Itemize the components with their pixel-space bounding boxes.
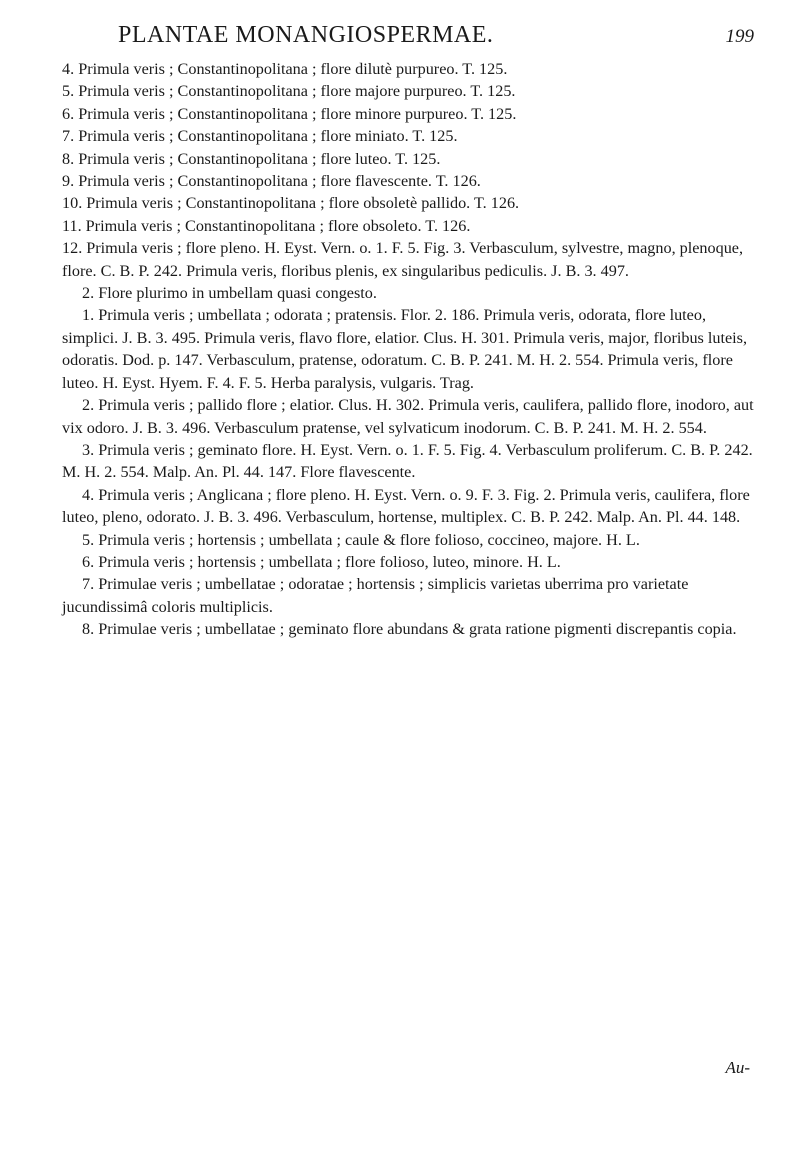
entry-5: 5. Primula veris ; Constantinopolitana ; flore majore purpureo. T. 125.: [62, 82, 516, 101]
entry-7: 7. Primula veris ; Constantinopolitana ; flore miniato. T. 125.: [62, 127, 458, 146]
entry-9: 9. Primula veris ; Constantinopolitana ; flore flavescente. T. 126.: [62, 172, 481, 191]
entry-umbellata-3: 3. Primula veris ; geminato flore. H. Eyst. Vern. o. 1. F. 5. Fig. 4. Verbasculum proliferum. C. B. P. 242. M. H. 2. 554. Malp. An. Pl. 44. 147. Flore flavescente.: [62, 440, 753, 482]
entry-umbellata-8: 8. Primulae veris ; umbellatae ; geminato flore abundans & grata ratione pigmenti discrepantis copia.: [82, 620, 737, 639]
entry-umbellata-2: 2. Primula veris ; pallido flore ; elatior. Clus. H. 302. Primula veris, caulifera, pallido flore, inodoro, aut vix odoro. J. B. 3. 496. Verbasculum pratense, vel sylvaticum inodorum. C. B. P. 241. M. H. 2. 554.: [62, 396, 754, 437]
entry-umbellata-7: 7. Primulae veris ; umbellatae ; odoratae ; hortensis ; simplicis varietas uberrima pro varietate jucundissimâ coloris multiplicis.: [62, 575, 689, 616]
entry-umbellata-4: 4. Primula veris ; Anglicana ; flore pleno. H. Eyst. Vern. o. 9. F. 3. Fig. 2. Primula veris, caulifera, flore luteo, pleno, odorato. J. B. 3. 496. Verbasculum, hortense, multiplex. C. B. P. 242. Malp. An. Pl. 44. 148.: [62, 485, 750, 527]
page-number: 199: [725, 26, 754, 47]
entry-8: 8. Primula veris ; Constantinopolitana ; flore luteo. T. 125.: [62, 149, 441, 168]
entry-6: 6. Primula veris ; Constantinopolitana ; flore minore purpureo. T. 125.: [62, 104, 517, 123]
entry-10: 10. Primula veris ; Constantinopolitana ; flore obsoletè pallido. T. 126.: [62, 194, 520, 213]
entry-umbellata-5: 5. Primula veris ; hortensis ; umbellata ; caule & flore folioso, coccineo, majore. H. L.: [82, 530, 640, 549]
body-text: [62, 58, 762, 641]
entry-12: 12. Primula veris ; flore pleno. H. Eyst. Vern. o. 1. F. 5. Fig. 3. Verbasculum, sylvestre, magno, plenoque, flore. C. B. P. 242. Primula veris, floribus plenis, ex singularibus pediculis. J. B. 3. 497.: [62, 239, 744, 280]
page-header: [118, 22, 754, 56]
catchword: Au-: [725, 1058, 750, 1077]
running-head: PLANTAE MONANGIOSPERMAE.: [118, 22, 494, 48]
entry-umbellata-6: 6. Primula veris ; hortensis ; umbellata ; flore folioso, luteo, minore. H. L.: [82, 552, 561, 571]
entry-11: 11. Primula veris ; Constantinopolitana ; flore obsoleto. T. 126.: [62, 216, 471, 235]
entry-umbellata-1: 1. Primula veris ; umbellata ; odorata ; pratensis. Flor. 2. 186. Primula veris, odorata, flore luteo, simplici. J. B. 3. 495. Primula veris, flavo flore, elatior. Clus. H. 301. Primula veris, major, floribus luteis, odoratis. Dod. p. 147. Verbasculum, pratense, odoratum. C. B. P. 241. M. H. 2. 554. Primula veris, flore luteo. H. Eyst. Hyem. F. 4. F. 5. Herba paralysis, vulgaris. Trag.: [62, 306, 747, 392]
entry-4: 4. Primula veris ; Constantinopolitana ; flore dilutè purpureo. T. 125.: [62, 60, 508, 78]
section-heading: 2. Flore plurimo in umbellam quasi congesto.: [82, 284, 377, 303]
